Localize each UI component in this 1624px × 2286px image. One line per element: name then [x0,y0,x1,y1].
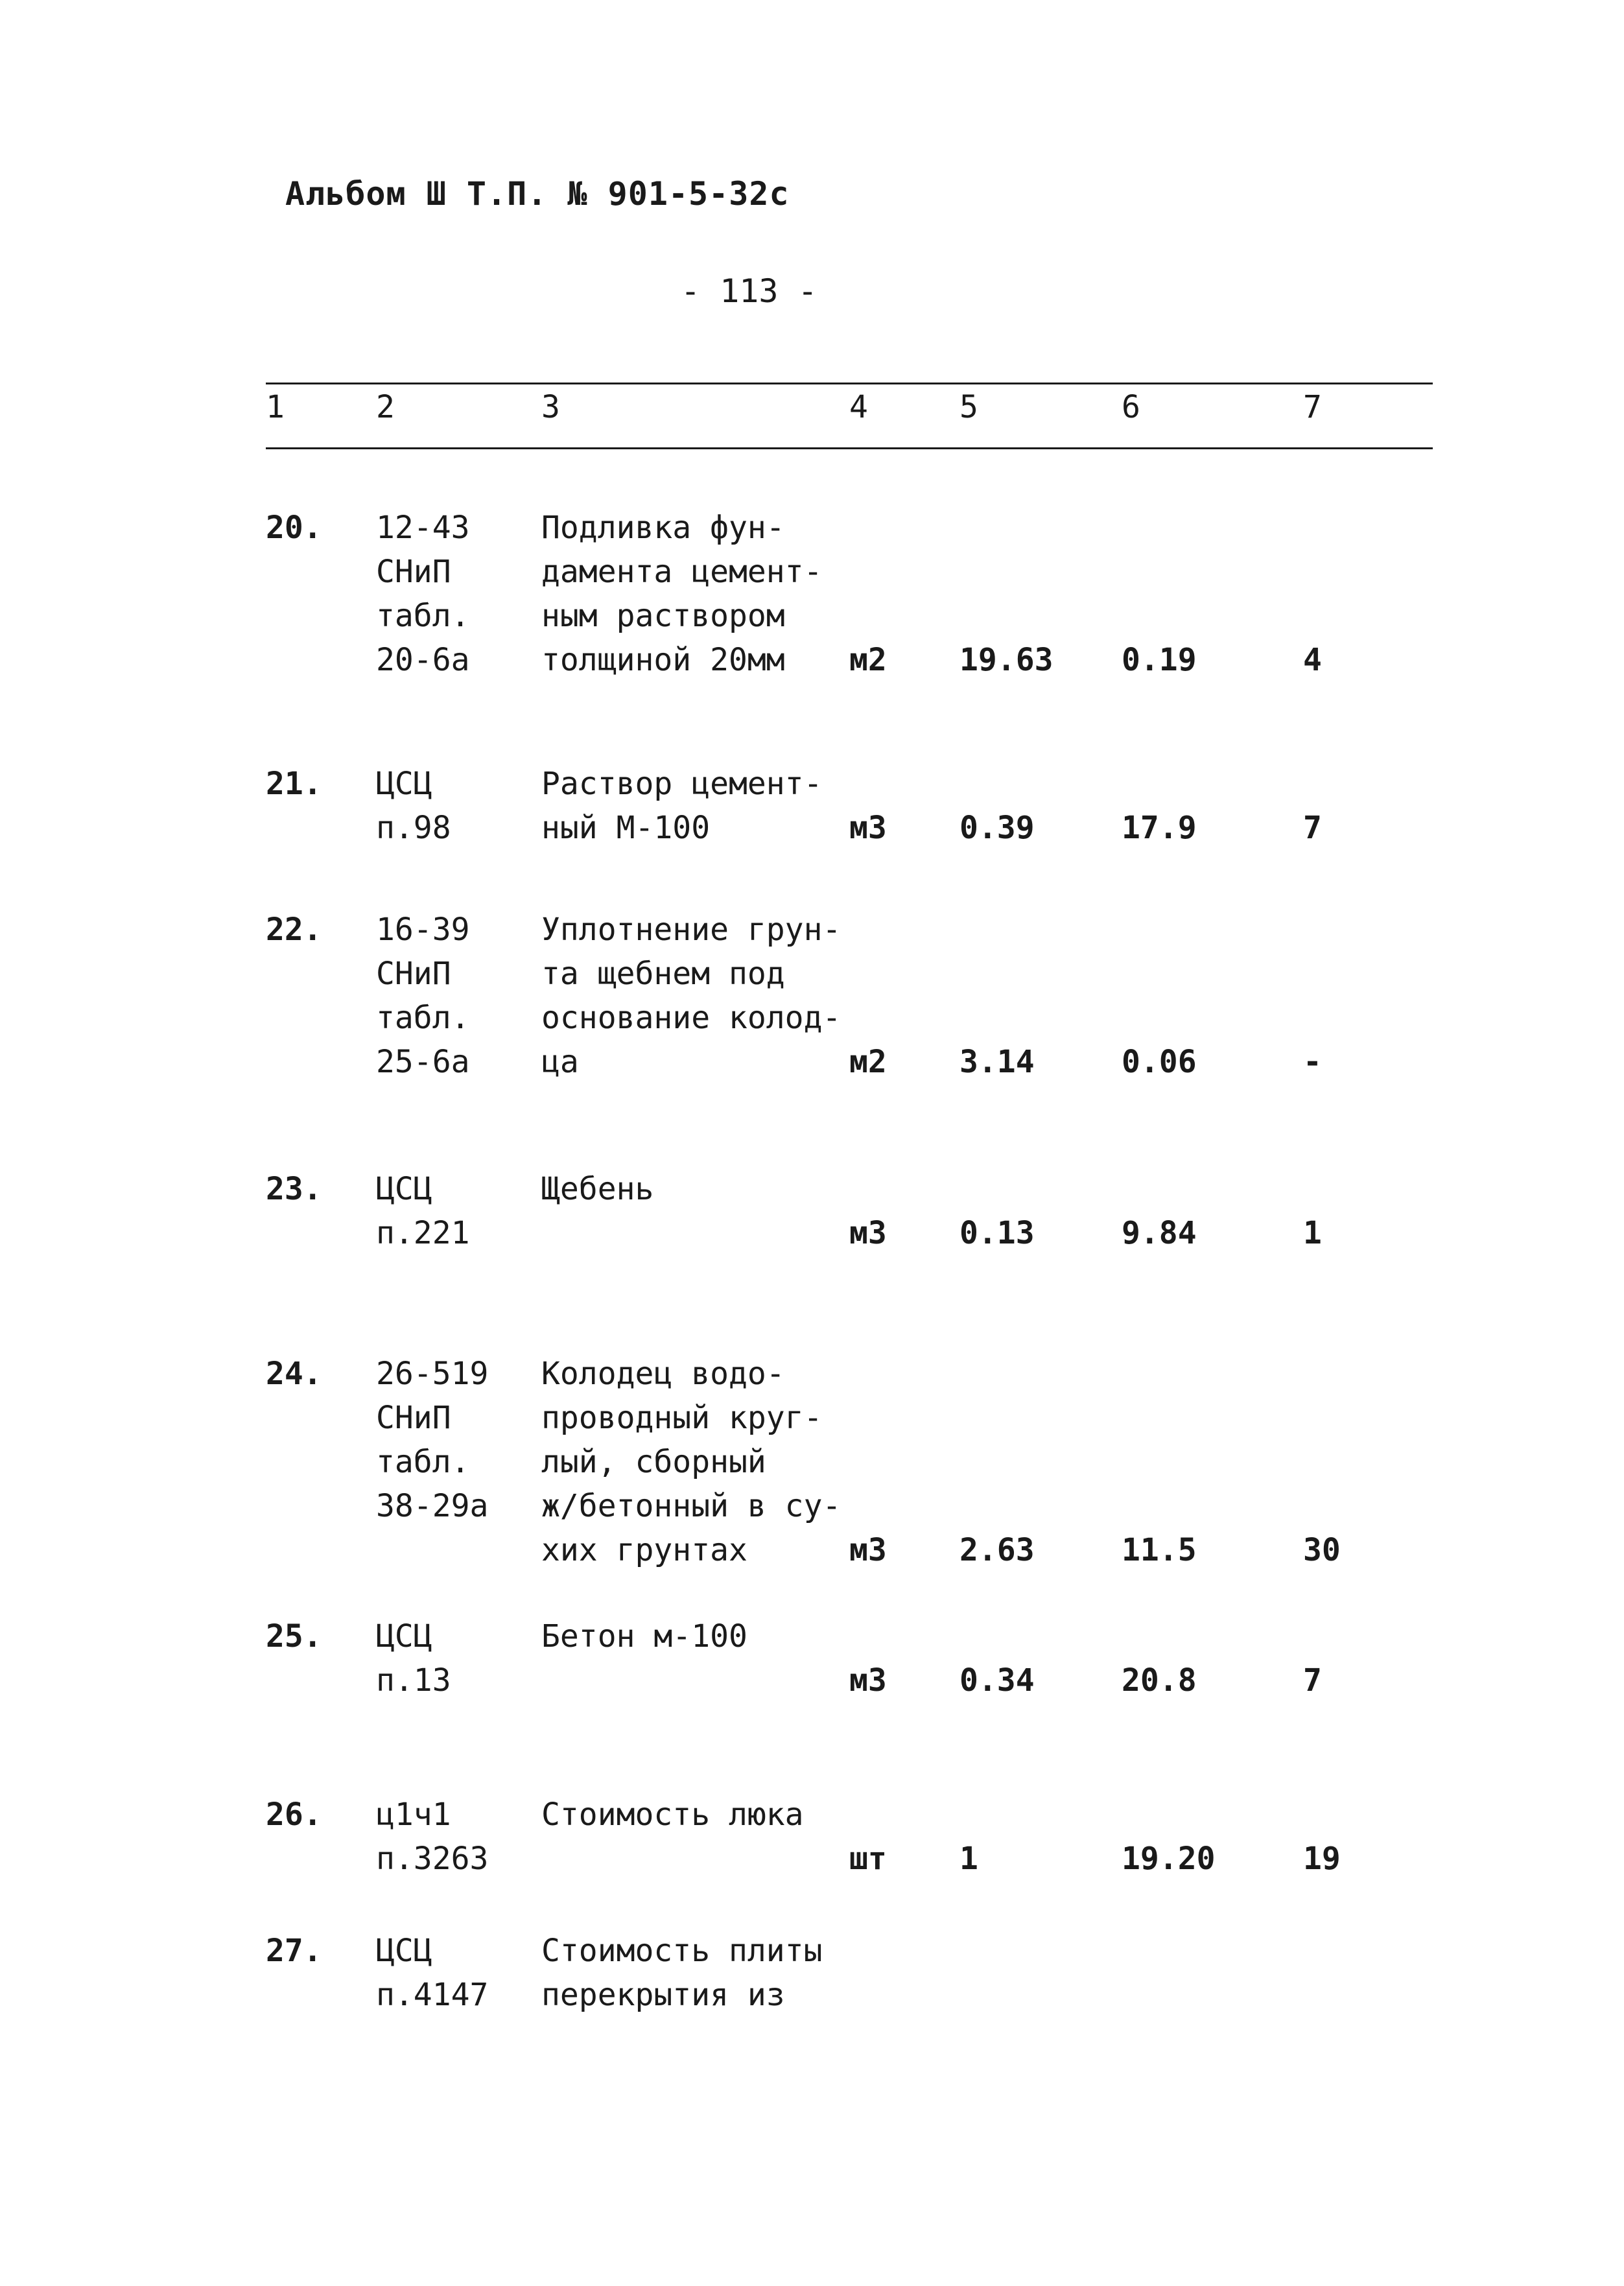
work-description [541,1167,653,1211]
row-number: 25. [266,1618,322,1655]
work-description-line: Уплотнение грун- [541,912,841,948]
norm-code [376,908,470,1084]
work-description-line: лый, сборный [541,1444,766,1480]
column-header-6: 6 [1122,389,1140,425]
work-description-line: Щебень [541,1171,654,1207]
total-value: 1 [1303,1215,1322,1251]
norm-code-line: п.3263 [376,1841,489,1877]
work-description [541,1352,841,1572]
total-value: 7 [1303,1662,1322,1699]
norm-code [376,1352,488,1528]
unit-of-measure: м3 [849,1532,887,1568]
row-number: 24. [266,1356,322,1392]
unit-of-measure: м2 [849,642,887,678]
work-description-line: Стоимость люка [541,1797,804,1833]
column-header-1: 1 [266,389,285,425]
table-top-rule [266,383,1433,384]
work-description-line: Бетон м-100 [541,1618,747,1655]
column-header-4: 4 [849,389,868,425]
work-description [541,908,841,1084]
column-header-row [0,389,1624,428]
quantity-value: 0.39 [959,810,1035,846]
norm-code-line: СНиП [376,956,451,992]
work-description-line: ным раствором [541,598,785,634]
norm-code-line: ЦСЦ [376,1618,432,1655]
work-description-line: ца [541,1044,579,1080]
total-value: 4 [1303,642,1322,678]
norm-code-line: 12-43 [376,510,470,546]
unit-of-measure: м3 [849,1215,887,1251]
total-value: 30 [1303,1532,1341,1568]
norm-code-line: табл. [376,1444,470,1480]
norm-code-line: СНиП [376,1400,451,1436]
norm-code-line: ЦСЦ [376,1171,432,1207]
row-number: 21. [266,766,322,802]
norm-code [376,1929,488,2017]
column-header-5: 5 [959,389,978,425]
work-description-line: та щебнем под [541,956,785,992]
work-description-line: дамента цемент- [541,554,823,590]
unit-of-measure: м3 [849,810,887,846]
norm-code-line: 16-39 [376,912,470,948]
work-description-line: Колодец водо- [541,1356,785,1392]
table-header-rule [266,447,1433,449]
row-number: 27. [266,1933,322,1969]
quantity-value: 3.14 [959,1044,1035,1080]
work-description-line: проводный круг- [541,1400,823,1436]
album-header: Альбом Ш Т.П. № 901-5-32с [285,175,790,213]
norm-code-line: п.4147 [376,1977,489,2013]
work-description [541,1929,822,2017]
row-number: 23. [266,1171,322,1207]
norm-code-line: 38-29а [376,1488,489,1524]
column-header-2: 2 [376,389,395,425]
quantity-value: 0.34 [959,1662,1035,1699]
norm-code [376,1793,488,1881]
work-description-line: толщиной 20мм [541,642,785,678]
norm-code [376,1167,470,1255]
column-header-7: 7 [1303,389,1322,425]
quantity-value: 19.63 [959,642,1053,678]
unit-price-value: 20.8 [1122,1662,1197,1699]
norm-code-line: 26-519 [376,1356,489,1392]
unit-of-measure: м2 [849,1044,887,1080]
norm-code-line: табл. [376,1000,470,1036]
work-description-line: хих грунтах [541,1532,747,1568]
norm-code-line: п.98 [376,810,451,846]
work-description-line: Подливка фун- [541,510,785,546]
norm-code [376,762,451,850]
page-number: - 113 - [681,272,818,310]
quantity-value: 1 [959,1841,978,1877]
unit-price-value: 0.19 [1122,642,1197,678]
work-description [541,506,822,682]
unit-price-value: 0.06 [1122,1044,1197,1080]
unit-price-value: 17.9 [1122,810,1197,846]
work-description-line: основание колод- [541,1000,841,1036]
work-description-line: Стоимость плиты [541,1933,823,1969]
work-description-line: Раствор цемент- [541,766,823,802]
norm-code-line: п.13 [376,1662,451,1699]
work-description-line: ж/бетонный в су- [541,1488,841,1524]
total-value: 19 [1303,1841,1341,1877]
row-number: 20. [266,510,322,546]
unit-of-measure: м3 [849,1662,887,1699]
norm-code-line: табл. [376,598,470,634]
quantity-value: 2.63 [959,1532,1035,1568]
unit-price-value: 11.5 [1122,1532,1197,1568]
work-description [541,762,822,850]
norm-code-line: 25-6а [376,1044,470,1080]
norm-code [376,506,470,682]
norm-code-line: ц1ч1 [376,1797,451,1833]
quantity-value: 0.13 [959,1215,1035,1251]
unit-of-measure: шт [849,1841,887,1877]
norm-code-line: 20-6а [376,642,470,678]
column-header-3: 3 [541,389,560,425]
work-description-line: перекрытия из [541,1977,785,2013]
row-number: 22. [266,912,322,948]
total-value: - [1303,1044,1322,1080]
norm-code [376,1614,451,1703]
norm-code-line: ЦСЦ [376,766,432,802]
work-description [541,1793,804,1837]
unit-price-value: 9.84 [1122,1215,1197,1251]
total-value: 7 [1303,810,1322,846]
work-description-line: ный М-100 [541,810,711,846]
unit-price-value: 19.20 [1122,1841,1216,1877]
work-description [541,1614,747,1658]
row-number: 26. [266,1797,322,1833]
norm-code-line: ЦСЦ [376,1933,432,1969]
norm-code-line: п.221 [376,1215,470,1251]
norm-code-line: СНиП [376,554,451,590]
